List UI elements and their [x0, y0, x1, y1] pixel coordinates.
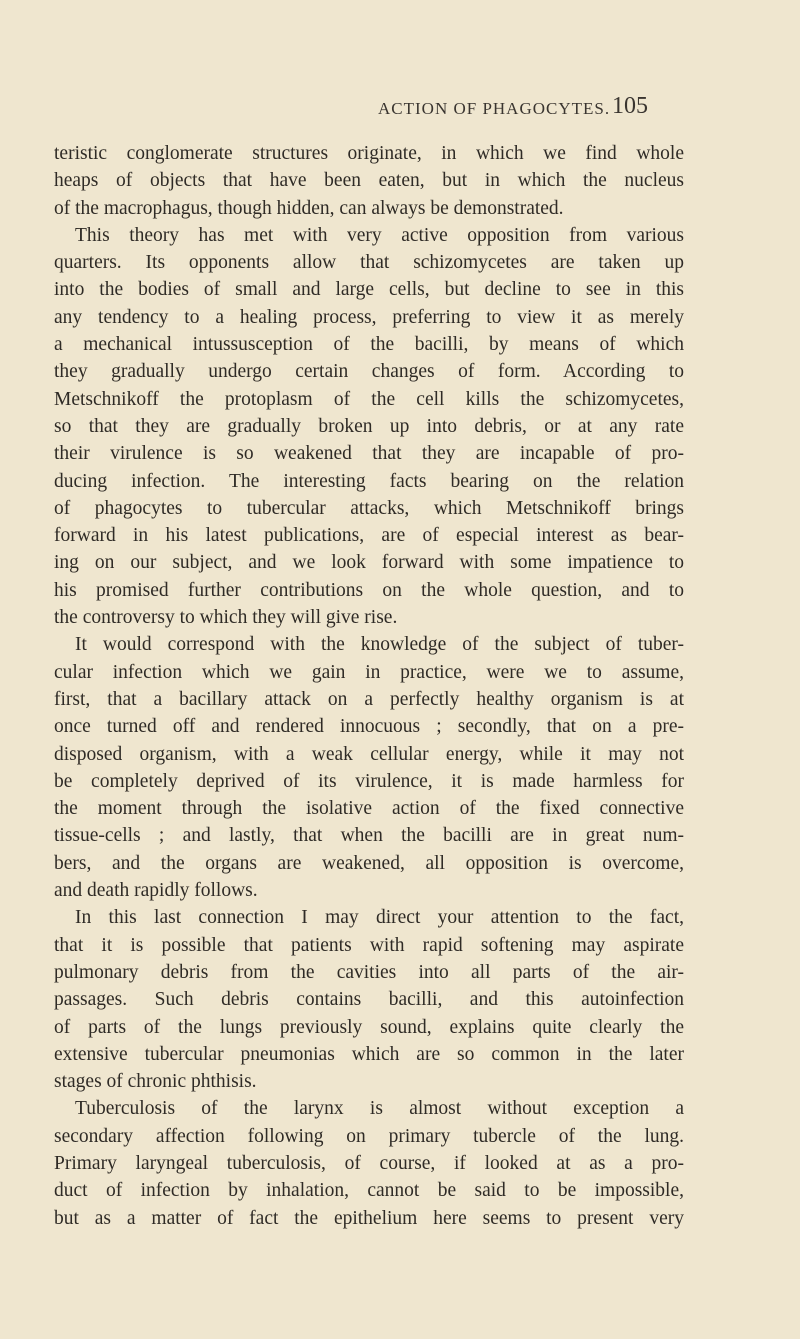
- text-line: of the macrophagus, though hidden, can always be demonstrated.: [54, 197, 564, 219]
- text-line: cular infection which we gain in practice, were we to assume,: [54, 661, 684, 683]
- text-line: teristic conglomerate structures originate, in which we find whole: [54, 143, 684, 164]
- text-line: a mechanical intussusception of the bacilli, by means of which: [54, 334, 684, 356]
- text-line: quarters. Its opponents allow that schizomycetes are taken up: [54, 252, 684, 274]
- body-text: [54, 140, 684, 1232]
- text-line: Primary laryngeal tuberculosis, of course, if looked at as a pro-: [54, 1152, 684, 1174]
- text-line: heaps of objects that have been eaten, but in which the nucleus: [54, 170, 684, 192]
- text-line: so that they are gradually broken up into debris, or at any rate: [54, 415, 684, 437]
- text-line: extensive tubercular pneumonias which are so common in the later: [54, 1043, 684, 1065]
- text-line: disposed organism, with a weak cellular energy, while it may not: [54, 743, 684, 765]
- text-line: any tendency to a healing process, preferring to view it as merely: [54, 306, 684, 328]
- text-line: first, that a bacillary attack on a perfectly healthy organism is at: [54, 688, 684, 710]
- text-line: their virulence is so weakened that they are incapable of pro-: [54, 443, 684, 465]
- text-line: tissue-cells ; and lastly, that when the bacilli are in great num-: [54, 825, 684, 847]
- running-title: ACTION OF PHAGOCYTES.: [378, 99, 611, 118]
- text-line: his promised further contributions on the whole question, and to: [54, 579, 684, 601]
- text-line: Tuberculosis of the larynx is almost without exception a: [75, 1098, 684, 1120]
- text-line: of phagocytes to tubercular attacks, which Metschnikoff brings: [54, 497, 684, 519]
- text-line: into the bodies of small and large cells, but decline to see in this: [54, 279, 684, 301]
- text-line: ing on our subject, and we look forward with some impatience to: [54, 552, 684, 574]
- text-line: Metschnikoff the protoplasm of the cell kills the schizomycetes,: [54, 388, 684, 410]
- page-header: [0, 93, 800, 123]
- text-line: It would correspond with the knowledge of the subject of tuber-: [75, 634, 684, 656]
- text-line: the moment through the isolative action of the fixed connective: [54, 798, 684, 820]
- text-line: be completely deprived of its virulence, it is made harmless for: [54, 770, 684, 792]
- text-line: secondary affection following on primary tubercle of the lung.: [54, 1125, 684, 1147]
- text-line: they gradually undergo certain changes of form. According to: [54, 361, 684, 383]
- text-line: once turned off and rendered innocuous ; secondly, that on a pre-: [54, 716, 684, 738]
- text-line: and death rapidly follows.: [54, 880, 258, 902]
- text-line: ducing infection. The interesting facts bearing on the relation: [54, 470, 684, 492]
- text-line: stages of chronic phthisis.: [54, 1071, 257, 1093]
- text-line: This theory has met with very active opposition from various: [75, 224, 684, 246]
- text-line: pulmonary debris from the cavities into all parts of the air-: [54, 961, 684, 983]
- text-line: that it is possible that patients with rapid softening may aspirate: [54, 934, 684, 956]
- text-line: but as a matter of fact the epithelium here seems to present very: [54, 1207, 684, 1229]
- text-line: of parts of the lungs previously sound, explains quite clearly the: [54, 1016, 684, 1038]
- text-line: bers, and the organs are weakened, all opposition is overcome,: [54, 852, 684, 874]
- text-line: forward in his latest publications, are of especial interest as bear-: [54, 525, 684, 547]
- text-line: In this last connection I may direct your attention to the fact,: [75, 907, 684, 929]
- text-line: passages. Such debris contains bacilli, and this autoinfection: [54, 989, 684, 1011]
- page-number: 105: [612, 93, 648, 119]
- text-line: the controversy to which they will give rise.: [54, 607, 398, 629]
- text-line: duct of infection by inhalation, cannot be said to be impossible,: [54, 1180, 684, 1202]
